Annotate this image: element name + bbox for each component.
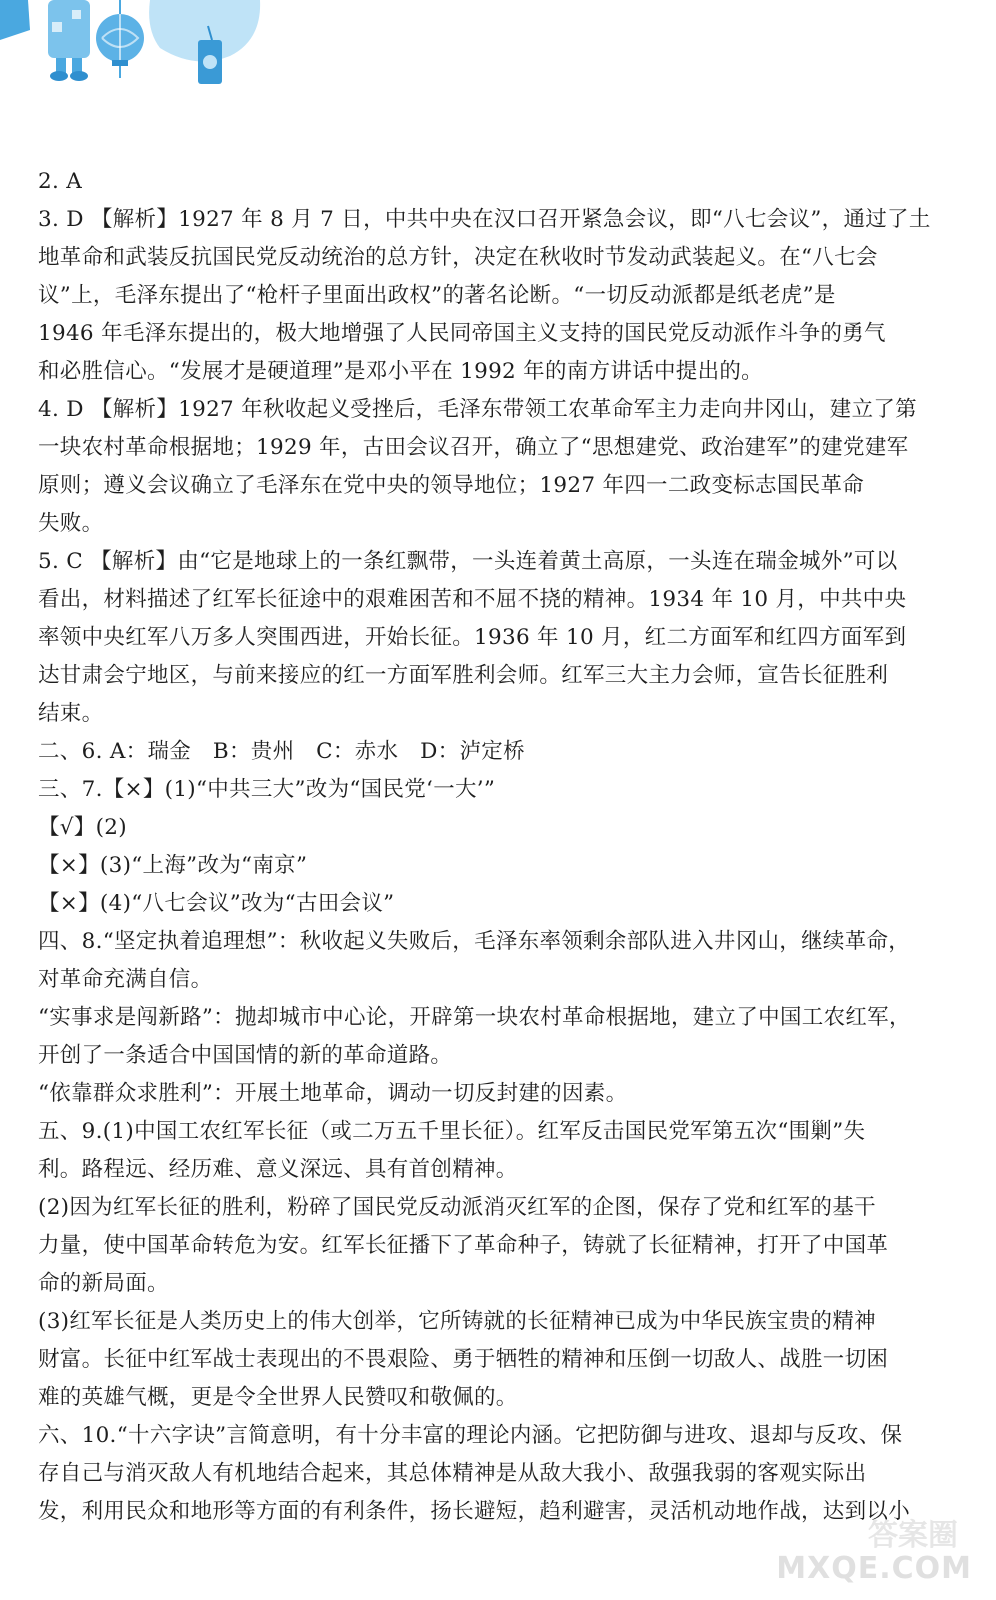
text-line: 地革命和武装反抗国民党反动统治的总方针，决定在秋收时节发动武装起义。在“八七会	[38, 245, 878, 270]
text-line: 利。路程远、经历难、意义深远、具有首创精神。	[38, 1157, 518, 1182]
text-line: 和必胜信心。“发展才是硬道理”是邓小平在 1992 年的南方讲话中提出的。	[38, 359, 763, 384]
text-line: (3)红军长征是人类历史上的伟大创举，它所铸就的长征精神已成为中华民族宝贵的精神	[38, 1309, 876, 1334]
text-line: 【×】(3)“上海”改为“南京”	[38, 853, 308, 878]
text-line: 五、9.(1)中国工农红军长征（或二万五千里长征）。红军反击国民党军第五次“围剿”失	[38, 1119, 866, 1144]
text-line: 率领中央红军八万多人突围西进，开始长征。1936 年 10 月，红二方面军和红四方面军到	[38, 625, 907, 650]
text-line: 5. C 【解析】由“它是地球上的一条红飘带，一头连着黄土高原，一头连在瑞金城外”可以	[38, 549, 898, 574]
text-line: 一块农村革命根据地；1929 年，古田会议召开，确立了“思想建党、政治建军”的建党建军	[38, 435, 909, 460]
text-line: 力量，使中国革命转危为安。红军长征播下了革命种子，铸就了长征精神，打开了中国革	[38, 1233, 889, 1258]
text-line: 达甘肃会宁地区，与前来接应的红一方面军胜利会师。红军三大主力会师，宣告长征胜利	[38, 663, 889, 688]
text-line: 【√】(2)	[38, 815, 127, 840]
text-line: 命的新局面。	[38, 1271, 169, 1296]
text-line: “依靠群众求胜利”：开展土地革命，调动一切反封建的因素。	[38, 1081, 628, 1106]
text-line: 议”上，毛泽东提出了“枪杆子里面出政权”的著名论断。“一切反动派都是纸老虎”是	[38, 283, 836, 308]
watermark-url-text: MXQE.COM	[776, 1551, 972, 1586]
text-line: 看出，材料描述了红军长征途中的艰难困苦和不屈不挠的精神。1934 年 10 月，中共中央	[38, 587, 907, 612]
text-line: 对革命充满自信。	[38, 967, 213, 992]
answer-text-block	[38, 163, 963, 1531]
text-line: 难的英雄气概，更是令全世界人民赞叹和敬佩的。	[38, 1385, 518, 1410]
text-line: 财富。长征中红军战士表现出的不畏艰险、勇于牺牲的精神和压倒一切敌人、战胜一切困	[38, 1347, 889, 1372]
text-line: 存自己与消灭敌人有机地结合起来，其总体精神是从敌大我小、敌强我弱的客观实际出	[38, 1461, 867, 1486]
text-line: (2)因为红军长征的胜利，粉碎了国民党反动派消灭红军的企图，保存了党和红军的基干	[38, 1195, 876, 1220]
header-decoration-illustration	[0, 0, 300, 100]
text-line: 3. D 【解析】1927 年 8 月 7 日，中共中央在汉口召开紧急会议，即“八七会议”，通过了土	[38, 207, 931, 232]
text-line: 三、7.【×】(1)“中共三大”改为“国民党‘一大’”	[38, 777, 496, 802]
text-line: 四、8.“坚定执着追理想”：秋收起义失败后，毛泽东率领剩余部队进入井冈山，继续革命，	[38, 929, 911, 954]
text-line: 1946 年毛泽东提出的，极大地增强了人民同帝国主义支持的国民党反动派作斗争的勇气	[38, 321, 886, 346]
text-line: 发，利用民众和地形等方面的有利条件，扬长避短，趋利避害，灵活机动地作战，达到以小	[38, 1499, 911, 1524]
text-line: 二、6. A：瑞金 B：贵州 C：赤水 D：泸定桥	[38, 739, 525, 764]
lantern-icon	[96, 0, 144, 78]
text-line: 4. D 【解析】1927 年秋收起义受挫后，毛泽东带领工农革命军主力走向井冈山，建立了第	[38, 397, 917, 422]
text-line: 失败。	[38, 511, 104, 536]
text-line: 六、10.“十六字诀”言简意明，有十分丰富的理论内涵。它把防御与进攻、退却与反攻、保	[38, 1423, 903, 1448]
text-line: “实事求是闯新路”：抛却城市中心论，开辟第一块农村革命根据地，建立了中国工农红军，	[38, 1005, 911, 1030]
text-line: 2. A	[38, 169, 83, 194]
watermark-top-text: 答案圈	[868, 1518, 958, 1553]
text-line: 原则；遵义会议确立了毛泽东在党中央的领导地位；1927 年四一二政变标志国民革命	[38, 473, 865, 498]
text-line: 【×】(4)“八七会议”改为“古田会议”	[38, 891, 395, 916]
site-watermark	[778, 1516, 978, 1586]
text-line: 结束。	[38, 701, 104, 726]
cartoon-figure-icon	[0, 0, 90, 81]
text-line: 开创了一条适合中国国情的新的革命道路。	[38, 1043, 453, 1068]
